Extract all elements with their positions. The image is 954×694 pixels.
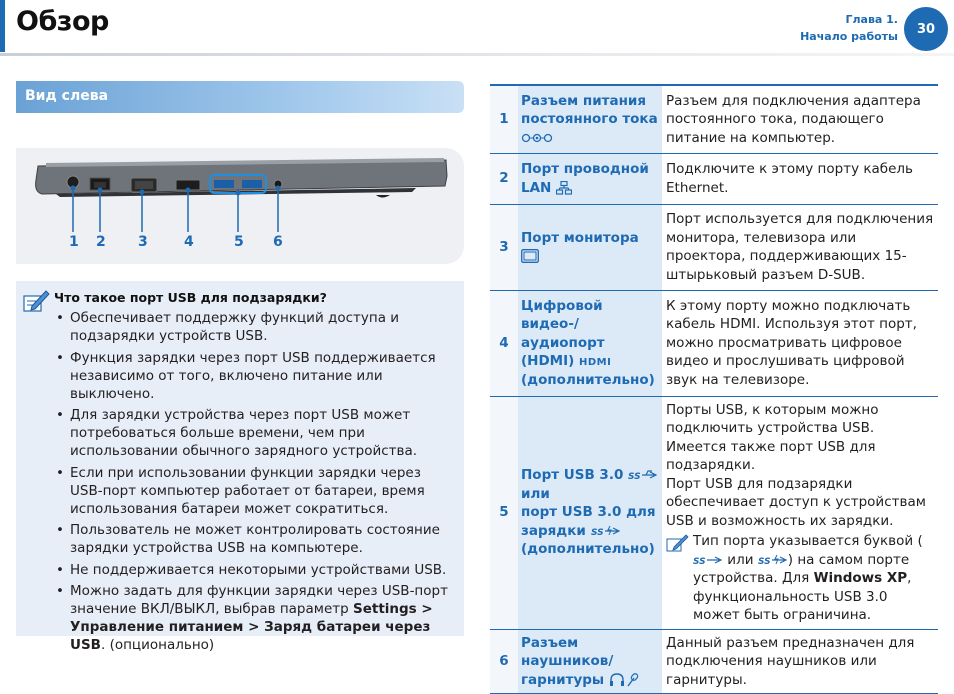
- note-item-text: Можно задать для функции зарядки через USB-порт значение ВКЛ/ВЫКЛ, выбрав параметр: [70, 583, 448, 617]
- usb3-charging-icon: [758, 554, 788, 566]
- table-row: [490, 153, 938, 204]
- row-number: 5: [490, 396, 518, 629]
- settings-path: Settings > Управление питанием > Заряд батареи через USB: [70, 601, 433, 653]
- chapter-number: Глава 1.: [845, 13, 898, 26]
- table-row: [490, 396, 938, 629]
- chapter-title: Начало работы: [800, 30, 898, 43]
- usb-charging-note: [16, 281, 464, 653]
- note-item-settings: [54, 582, 456, 654]
- port-name-cell: [518, 204, 662, 290]
- table-row: [490, 290, 938, 396]
- header-accent-bar: [0, 0, 5, 52]
- note-text: или: [727, 551, 758, 568]
- table-row: [490, 85, 938, 153]
- monitor-icon: [521, 249, 539, 263]
- port-description: Порты USB, к которым можно подключить устройства USB. Имеется также порт USB для подзарядки.: [666, 401, 879, 473]
- port-name: Разъем питания постоянного тока: [521, 92, 658, 127]
- port-description: Разъем для подключения адаптера постоянного тока, подающего питание на компьютер.: [662, 85, 938, 153]
- note-title: Что такое порт USB для подзарядки?: [54, 290, 327, 305]
- port-name-charging: порт USB 3.0 для зарядки: [521, 504, 656, 539]
- note-text: ) на самом порте устройства. Для: [693, 551, 910, 586]
- port-description: К этому порту можно подключать кабель HDMI. Используя этот порт, можно просматривать цифровое видео и прослушивать цифровой звук на телевизоре.: [662, 290, 938, 396]
- note-item: • Пользователь не может контролировать состояние зарядки устройства USB на компьютере.: [54, 521, 456, 557]
- port-name-cell: [518, 396, 662, 629]
- lan-icon: [556, 181, 572, 195]
- table-row: [490, 204, 938, 290]
- port-description: Подключите к этому порту кабель Ethernet.: [662, 153, 938, 204]
- page-number: 30: [904, 7, 948, 51]
- ports-table: [490, 84, 938, 694]
- row-number: 6: [490, 629, 518, 694]
- note-item-suffix: . (опционально): [100, 637, 215, 653]
- port-name-optional: (дополнительно): [521, 541, 655, 558]
- port-description: Данный разъем предназначен для подключения наушников или гарнитуры.: [662, 629, 938, 694]
- port-description-cell: [662, 396, 938, 629]
- headphone-mic-icon: [609, 673, 639, 687]
- usb3-icon: [628, 469, 658, 481]
- section-heading: [16, 81, 464, 113]
- port-name: Порт USB 3.0: [521, 467, 624, 484]
- port-name-cell: [518, 629, 662, 694]
- row-number: 3: [490, 204, 518, 290]
- note-item: • Обеспечивает поддержку функций доступа и подзарядки устройств USB.: [54, 309, 456, 345]
- port-number-1: 1: [69, 234, 79, 250]
- row-number: 4: [490, 290, 518, 396]
- port-name-optional: (дополнительно): [521, 371, 655, 388]
- port-name-cell: [518, 153, 662, 204]
- port-name-cell: [518, 290, 662, 396]
- note-item: • Если при использовании функции зарядки через USB-порт компьютер работает от батареи, время использования батареи может сократиться.: [54, 464, 456, 518]
- port-number-5: 5: [234, 234, 244, 250]
- port-description: Порт используется для подключения монитора, телевизора или проектора, поддерживающих 15-штырьковый разъем D-SUB.: [662, 204, 938, 290]
- usb3-icon: [693, 554, 723, 566]
- port-name: Порт проводной LAN: [521, 161, 649, 196]
- note-text: , функциональность USB 3.0 может быть ограничина.: [693, 570, 912, 623]
- port-name-cell: [518, 85, 662, 153]
- page-title: Обзор: [16, 6, 109, 37]
- port-name: Разъем наушников/ гарнитуры: [521, 634, 614, 688]
- usb-type-note: [666, 532, 938, 625]
- svg-text:SS: SS: [757, 556, 771, 566]
- svg-text:SS: SS: [628, 472, 641, 482]
- dc-power-icon: [521, 132, 553, 144]
- row-number: 1: [490, 85, 518, 153]
- hdmi-icon: [579, 356, 625, 366]
- port-description: Порт USB для подзарядки обеспечивает доступ к устройствам USB и возможность их зарядки.: [666, 475, 926, 529]
- port-name-or: или: [521, 485, 550, 502]
- table-row: [490, 629, 938, 694]
- header-divider: [0, 53, 954, 56]
- row-number: 2: [490, 153, 518, 204]
- os-name: Windows XP: [813, 570, 908, 586]
- port-number-2: 2: [96, 234, 106, 250]
- svg-text:SS: SS: [590, 527, 604, 537]
- port-number-6: 6: [273, 234, 283, 250]
- note-item: • Функция зарядки через порт USB поддерживается независимо от того, включено питание или выключено.: [54, 349, 456, 403]
- note-pen-icon: [666, 533, 690, 553]
- note-text: Тип порта указывается буквой (: [693, 533, 923, 549]
- note-pen-icon: [22, 288, 50, 314]
- port-number-3: 3: [138, 234, 148, 250]
- port-number-4: 4: [184, 234, 194, 250]
- note-item: • Не поддерживается некоторыми устройствами USB.: [54, 561, 456, 579]
- section-heading-text: Вид слева: [25, 88, 109, 104]
- usb3-charging-icon: [591, 525, 621, 537]
- port-name: Порт монитора: [521, 229, 639, 246]
- chapter-label: [800, 11, 898, 45]
- note-item: • Для зарядки устройства через порт USB может потребоваться больше времени, чем при использовании обычного зарядного устройства.: [54, 406, 456, 460]
- port-name: Цифровой видео-/ аудиопорт (HDMI): [521, 297, 605, 370]
- svg-text:HDMI: HDMI: [579, 357, 612, 367]
- note-list: [54, 309, 456, 658]
- svg-text:SS: SS: [693, 556, 706, 566]
